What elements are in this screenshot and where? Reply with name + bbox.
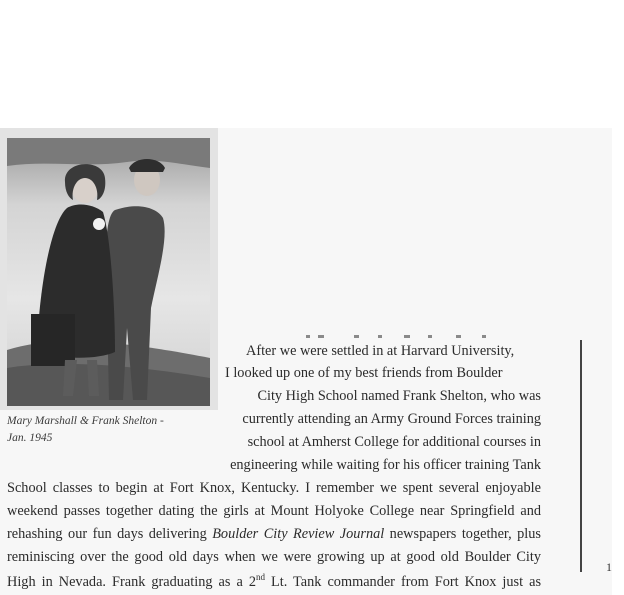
text-segment: Lt. Tank commander from Fort Knox just as <box>265 574 542 590</box>
cropped-text-line <box>258 333 518 339</box>
page-number: 1 <box>606 560 612 574</box>
photo-caption <box>7 413 207 447</box>
text-segment: High in Nevada. Frank graduating as a 2 <box>7 574 256 590</box>
margin-rule <box>580 340 582 572</box>
text-line: reminiscing over the good old days when we were growing up at good old Boulder City <box>7 549 541 565</box>
caption-line: Jan. 1945 <box>7 432 53 444</box>
newspaper-title: Boulder City Review Journal <box>212 526 385 542</box>
text-line <box>7 572 541 591</box>
text-line <box>7 526 541 543</box>
text-line: After we were settled in at Harvard University, <box>246 343 515 359</box>
text-line: currently attending an Army Ground Forces training <box>242 411 541 427</box>
text-segment: newspapers together, plus <box>384 526 541 542</box>
text-segment: rehashing our fun days delivering <box>7 526 213 542</box>
text-line: I looked up one of my best friends from Boulder <box>225 365 503 381</box>
couple-photograph <box>7 138 210 406</box>
text-line: City High School named Frank Shelton, who was <box>257 388 541 404</box>
caption-line: Mary Marshall & Frank Shelton - <box>7 415 164 427</box>
text-line: engineering while waiting for his officer training Tank <box>230 457 541 473</box>
text-line: School classes to begin at Fort Knox, Kentucky. I remember we spent several enjoyable <box>7 480 541 496</box>
text-line: school at Amherst College for additional courses in <box>247 434 541 450</box>
superscript: nd <box>256 572 265 582</box>
text-line: weekend passes together dating the girls at Mount Holyoke College near Springfield and <box>7 503 541 519</box>
